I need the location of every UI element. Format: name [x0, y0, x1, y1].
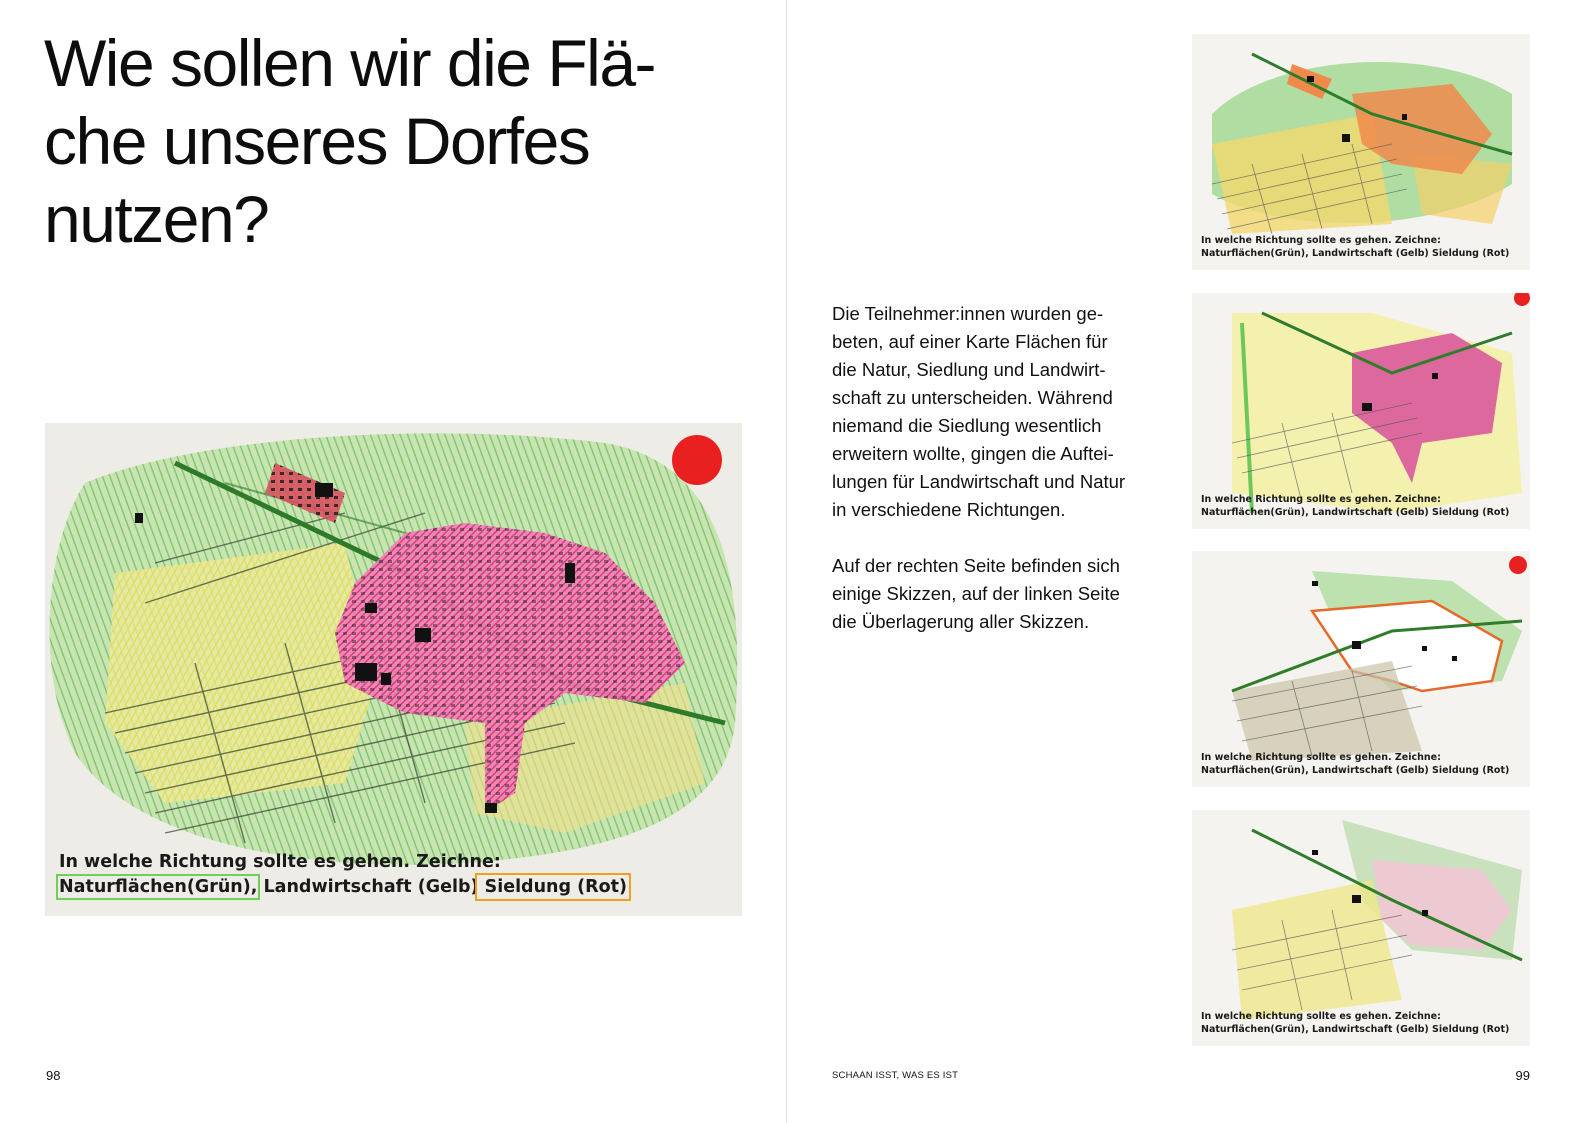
- sketch-caption-1: [1201, 234, 1509, 260]
- caption-line-1: In welche Richtung sollte es gehen. Zeichne:: [1201, 752, 1441, 763]
- body-paragraph-2: [832, 552, 1177, 636]
- body-line: Die Teilnehmer:innen wurden ge-: [832, 303, 1104, 324]
- sketch-caption-3: [1201, 751, 1509, 777]
- sketch-thumbnail-4: [1192, 810, 1530, 1046]
- sketch-caption-2: [1201, 493, 1509, 519]
- sketch-thumbnail-3: [1192, 551, 1530, 787]
- title-line-2: che unseres Dorfes: [44, 104, 590, 178]
- caption-nature: Naturflächen(Grün),: [59, 877, 258, 897]
- body-line: beten, auf einer Karte Flächen für: [832, 331, 1108, 352]
- page-gutter: [786, 0, 787, 1123]
- body-line: niemand die Siedlung wesentlich: [832, 415, 1102, 436]
- sketch-thumbnail-1: [1192, 34, 1530, 270]
- body-line: schaft zu unterscheiden. Während: [832, 387, 1113, 408]
- body-line: erweitern wollte, gingen die Auftei-: [832, 443, 1114, 464]
- caption-line-1: In welche Richtung sollte es gehen. Zeichne:: [1201, 1011, 1441, 1022]
- caption-line-2: Naturflächen(Grün), Landwirtschaft (Gelb) Sieldung (Rot): [1201, 1024, 1510, 1035]
- body-text: [832, 300, 1177, 636]
- caption-line-1: In welche Richtung sollte es gehen. Zeichne:: [59, 852, 501, 872]
- caption-farmland: Landwirtschaft (Gelb): [257, 877, 479, 897]
- caption-line-2: [59, 875, 627, 900]
- title-line-1: Wie sollen wir die Flä-: [44, 26, 655, 100]
- overlay-sketch-image: [45, 423, 742, 916]
- body-line: die Überlagerung aller Skizzen.: [832, 611, 1090, 632]
- caption-line-2: Naturflächen(Grün), Landwirtschaft (Gelb) Sieldung (Rot): [1201, 507, 1510, 518]
- caption-line-1: In welche Richtung sollte es gehen. Zeichne:: [1201, 235, 1441, 246]
- caption-line-2: Naturflächen(Grün), Landwirtschaft (Gelb) Sieldung (Rot): [1201, 248, 1510, 259]
- body-line: lungen für Landwirtschaft und Natur: [832, 471, 1126, 492]
- overlay-sketch-drawing: [45, 423, 742, 916]
- caption-settlement: Sieldung (Rot): [478, 877, 627, 897]
- body-line: in verschiedene Richtungen.: [832, 499, 1066, 520]
- page-number-right: 99: [1515, 1068, 1530, 1083]
- page-number-left: 98: [46, 1068, 61, 1083]
- page-title: [44, 24, 744, 258]
- running-head: SCHAAN ISST, WAS ES IST: [832, 1070, 959, 1081]
- body-line: einige Skizzen, auf der linken Seite: [832, 583, 1120, 604]
- body-paragraph-1: [832, 300, 1177, 524]
- sketch-thumbnail-2: [1192, 293, 1530, 529]
- sketch-caption-4: [1201, 1010, 1509, 1036]
- body-line: Auf der rechten Seite befinden sich: [832, 555, 1120, 576]
- caption-line-1: In welche Richtung sollte es gehen. Zeichne:: [1201, 494, 1441, 505]
- body-line: die Natur, Siedlung und Landwirt-: [832, 359, 1106, 380]
- overlay-sketch-caption: [59, 850, 627, 900]
- title-line-3: nutzen?: [44, 182, 269, 256]
- caption-line-2: Naturflächen(Grün), Landwirtschaft (Gelb) Sieldung (Rot): [1201, 765, 1510, 776]
